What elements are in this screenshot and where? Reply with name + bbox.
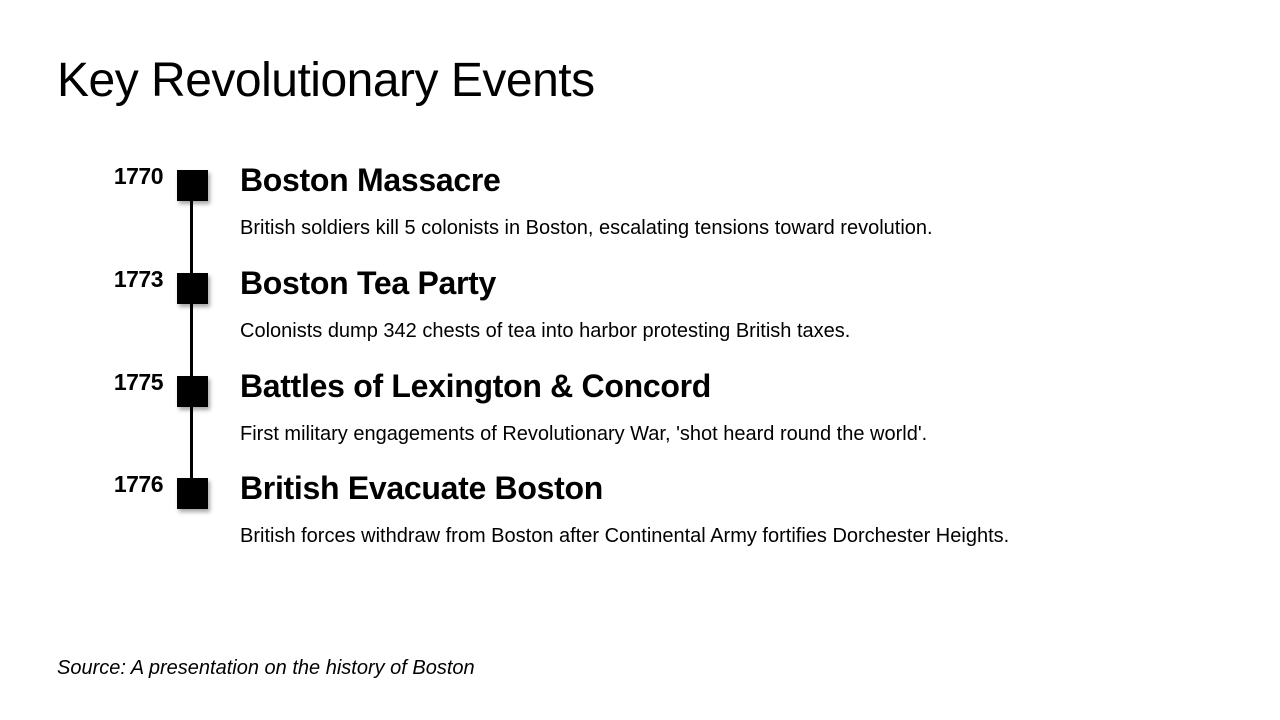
event-year: 1773 xyxy=(113,266,163,292)
timeline-event xyxy=(0,265,1280,373)
timeline-marker xyxy=(177,376,208,407)
event-title: Boston Tea Party xyxy=(240,265,496,301)
event-title: British Evacuate Boston xyxy=(240,470,603,506)
event-year: 1775 xyxy=(113,369,163,395)
timeline-event xyxy=(0,368,1280,476)
timeline-marker xyxy=(177,170,208,201)
event-description: Colonists dump 342 chests of tea into harbor protesting British taxes. xyxy=(240,320,851,342)
timeline-marker xyxy=(177,478,208,509)
event-description: First military engagements of Revolutionary War, 'shot heard round the world'. xyxy=(240,423,928,445)
event-description: British forces withdraw from Boston after Continental Army fortifies Dorchester Heights. xyxy=(240,525,1010,547)
source-caption: Source: A presentation on the history of Boston xyxy=(57,657,475,679)
event-year: 1770 xyxy=(113,163,163,189)
event-title: Battles of Lexington & Concord xyxy=(240,368,712,404)
event-description: British soldiers kill 5 colonists in Boston, escalating tensions toward revolution. xyxy=(240,217,933,239)
slide-title: Key Revolutionary Events xyxy=(57,54,595,107)
event-year: 1776 xyxy=(113,471,163,497)
timeline-event xyxy=(0,162,1280,270)
event-title: Boston Massacre xyxy=(240,162,501,198)
timeline-marker xyxy=(177,273,208,304)
timeline-event xyxy=(0,470,1280,578)
